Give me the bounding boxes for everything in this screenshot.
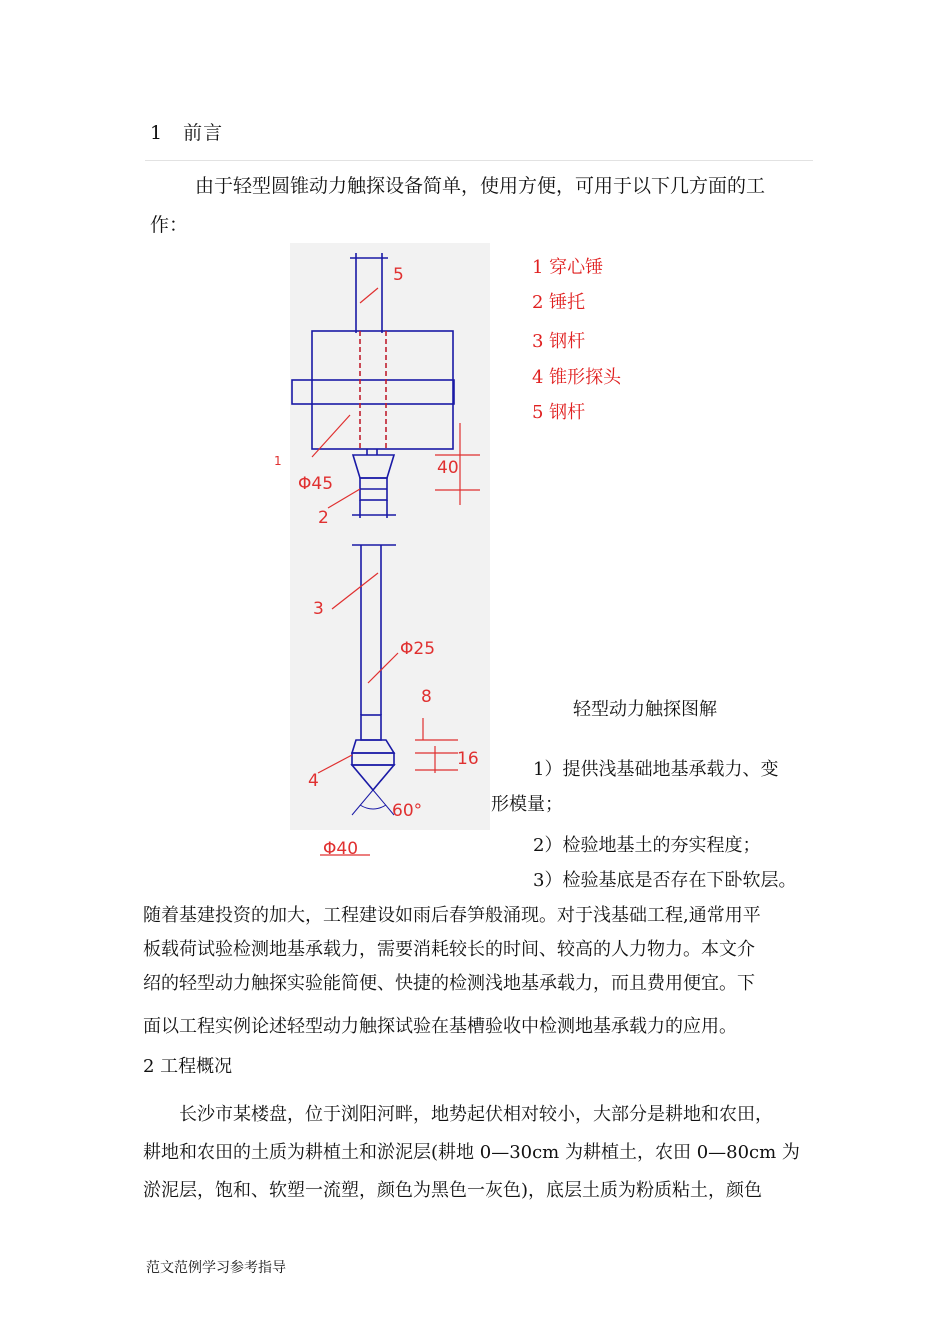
diagram-caption: 轻型动力触探图解 <box>573 699 717 720</box>
diagram-label-40: 40 <box>437 458 459 478</box>
diagram-label-5: 5 <box>393 265 404 285</box>
legend-item-2: 2 锤托 <box>532 292 586 313</box>
paragraph-1-line-4: 面以工程实例论述轻型动力触探试验在基槽验收中检测地基承载力的应用。 <box>143 1016 737 1037</box>
diagram-label-2: 2 <box>318 508 329 528</box>
paragraph-1-line-1: 随着基建投资的加大，工程建设如雨后春笋般涌现。对于浅基础工程,通常用平 <box>143 905 761 926</box>
section-heading-preface: 1 前言 <box>150 122 224 144</box>
list-item-1-cont: 形模量； <box>491 794 563 815</box>
page-footer: 范文范例学习参考指导 <box>146 1260 286 1276</box>
diagram-label-60deg: 60° <box>392 801 423 821</box>
diagram-label-1: 1 <box>274 454 282 468</box>
legend-item-1: 1 穿心锤 <box>532 257 604 278</box>
paragraph-1-line-3: 绍的轻型动力触探实验能简便、快捷的检测浅地基承载力，而且费用便宜。下 <box>143 973 755 994</box>
legend-item-3: 3 钢杆 <box>532 331 586 352</box>
paragraph-1-line-2: 板载荷试验检测地基承载力，需要消耗较长的时间、较高的人力物力。本文介 <box>143 939 755 960</box>
diagram-label-phi40: Φ40 <box>323 839 359 859</box>
paragraph-2-line-1: 长沙市某楼盘，位于浏阳河畔，地势起伏相对较小，大部分是耕地和农田， <box>143 1104 773 1125</box>
section-heading-overview: 2 工程概况 <box>143 1056 233 1077</box>
list-item-2: 2）检验地基土的夯实程度； <box>533 835 761 856</box>
penetrometer-diagram <box>274 243 490 863</box>
diagram-label-phi45: Φ45 <box>298 474 334 494</box>
list-item-3: 3）检验基底是否存在下卧软层。 <box>533 870 797 891</box>
diagram-label-16: 16 <box>457 749 479 769</box>
paragraph-2-line-3: 淤泥层，饱和、软塑一流塑，颜色为黑色一灰色)，底层土质为粉质粘土，颜色 <box>143 1180 763 1201</box>
list-item-1: 1）提供浅基础地基承载力、变 <box>533 759 779 780</box>
diagram-label-4: 4 <box>308 771 319 791</box>
legend-item-5: 5 钢杆 <box>532 402 586 423</box>
intro-line-2: 作： <box>150 214 189 236</box>
diagram-label-phi25: Φ25 <box>400 639 436 659</box>
paragraph-2-line-2: 耕地和农田的土质为耕植土和淤泥层(耕地 0—30cm 为耕植土，农田 0—80cm 为 <box>143 1142 800 1163</box>
intro-line-1: 由于轻型圆锥动力触探设备简单，使用方便，可用于以下几方面的工 <box>195 175 766 197</box>
legend-item-4: 4 锥形探头 <box>532 367 622 388</box>
diagram-label-3: 3 <box>313 599 324 619</box>
heading-divider <box>145 160 813 161</box>
penetrometer-svg <box>274 243 490 863</box>
diagram-label-8: 8 <box>421 687 432 707</box>
